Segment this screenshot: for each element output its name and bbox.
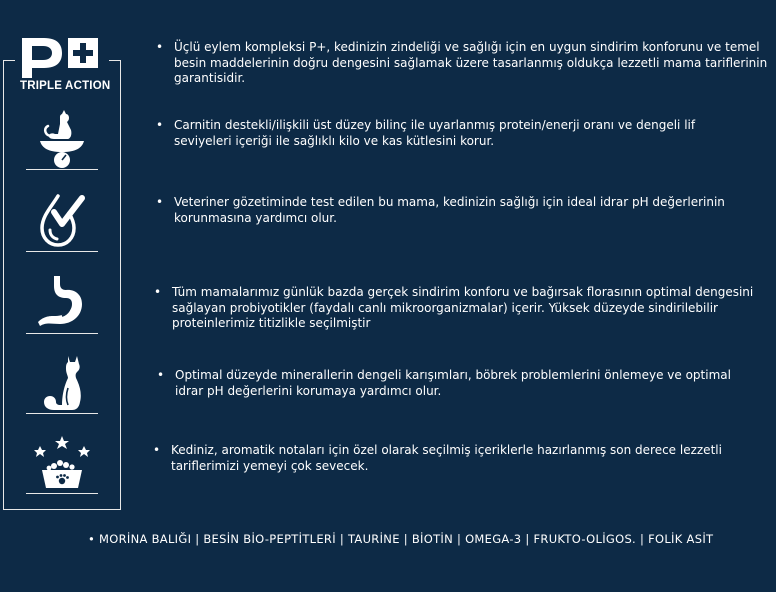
water-drop-check-icon [18,190,106,252]
list-item [156,118,756,149]
bullet-text: Optimal düzeyde minerallerin dengeli karışımları, böbrek problemlerini önlemeye ve optimal idrar pH değerlerini korumaya yardımcı olur. [175,368,731,398]
list-item [154,285,772,332]
stomach-icon [18,272,106,334]
list-item [156,40,772,87]
bullet-text: Üçlü eylem kompleksi P+, kedinizin zindeliği ve sağlığı için en uygun sindirim konforunu ve temel besin maddelerinin doğru dengesini sağlamak üzere tasarlanmış oldukça lezzetli mama tariflerinin garantisidir. [174,40,768,85]
sitting-cat-icon [18,352,106,414]
triple-action-label: TRIPLE ACTION [20,80,111,92]
cat-on-scale-icon [18,108,106,170]
bullet-dot: • [157,368,165,382]
list-item [156,195,736,226]
bullet-dot: • [156,118,164,132]
stars-food-bowl-icon [18,432,106,494]
ingredients-line: • MORİNA BALIĞI | BESİN BİO-PEPTİTLERİ | TAURİNE | BİOTİN | OMEGA-3 | FRUKTO-OLİGOS. | FOLİK ASİT [88,532,714,546]
bullet-text: Kediniz, aromatik notaları için özel olarak seçilmiş içeriklerle hazırlanmış son derece lezzetli tariflerimizi yemeyi çok sevecek. [171,443,722,473]
bullet-text: Veteriner gözetiminde test edilen bu mama, kedinizin sağlığı için ideal idrar pH değerlerinin korunmasına yardımcı olur. [174,195,725,225]
list-item [157,368,757,399]
bullet-text: Tüm mamalarımız günlük bazda gerçek sindirim konforu ve bağırsak florasının optimal dengesini sağlayan probiyotikler (faydalı canlı mikroorganizmalar) içerir. Yüksek düzeyde sindirilebilir proteinlerimiz titizlikle seçilmiştir [172,285,754,330]
bullet-dot: • [154,285,162,299]
bullet-dot: • [156,195,164,209]
p-plus-logo [18,34,118,94]
bullet-dot: • [153,443,161,457]
bullet-dot: • [156,40,164,54]
p-plus-logo-mark [18,34,104,80]
list-item [153,443,753,474]
bullet-text: Carnitin destekli/ilişkili üst düzey bilinç ile uyarlanmış protein/enerji oranı ve dengeli lif seviyeleri içeriği ile sağlıklı kilo ve kas kütlesini korur. [174,118,696,148]
